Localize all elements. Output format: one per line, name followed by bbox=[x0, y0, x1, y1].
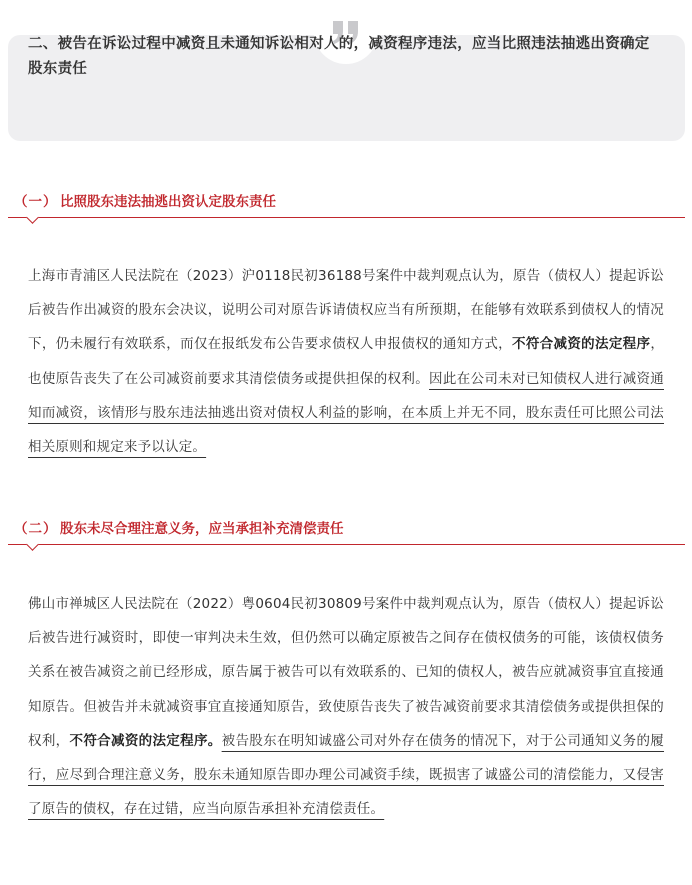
paragraph-text: 上海市青浦区人民法院在（2023）沪0118民初36188号案件中裁判观点认为，原告（债权人）提起诉讼后被告作出减资的股东会决议，说明公司对原告诉请债权应当有所预期，在能够有效联系到债权人的情况下，仍未履行有效联系，而仅在报纸发布公告要求债权人申报债权的通知方式， bbox=[28, 268, 664, 353]
paragraph-bold-text: 不符合减资的法定程序。 bbox=[69, 732, 222, 749]
paragraph-underlined-text: 因此在公司未对已知债权人进行减资通知而减资，该情形与股东违法抽逃出资对债权人利益的影响，在本质上并无不同，股东责任可比照公司法相关原则和规定来予以认定。 bbox=[28, 370, 664, 456]
divider-notch-icon bbox=[26, 538, 39, 551]
section-paragraph-1 bbox=[28, 259, 664, 464]
section-number: （二） bbox=[14, 521, 58, 537]
paragraph-underlined-text: 被告股东在明知诚盛公司对外存在债务的情况下，对于公司通知义务的履行，应尽到合理注意义务，股东未通知原告即办理公司减资手续，既损害了诚盛公司的清偿能力，又侵害了原告的债权，存在过错，应当向原告承担补充清偿责任。 bbox=[28, 732, 665, 818]
paragraph-bold-text: 不符合减资的法定程序 bbox=[512, 336, 651, 353]
section-header-1 bbox=[8, 192, 685, 226]
section-number: （一） bbox=[14, 194, 58, 210]
section-divider bbox=[8, 217, 685, 218]
section-paragraph-2 bbox=[28, 587, 664, 826]
section-divider bbox=[8, 544, 685, 545]
divider-notch-icon bbox=[26, 211, 39, 224]
banner-heading: 二、被告在诉讼过程中减资且未通知诉讼相对人的，减资程序违法，应当比照违法抽逃出资确定股东责任 bbox=[28, 36, 650, 77]
paragraph-text: 佛山市禅城区人民法院在（2022）粤0604民初30809号案件中裁判观点认为，原告（债权人）提起诉讼后被告进行减资时，即使一审判决未生效，但仍然可以确定原被告之间存在债权债务的可能，该债权债务关系在被告减资之前已经形成，原告属于被告可以有效联系的、已知的债权人，被告应就减资事宜直接通知原告。但被告并未就减资事宜直接通知原告，致使原告丧失了被告减资前要求其清偿债务或提供担保的权利， bbox=[28, 596, 664, 749]
section-title: 比照股东违法抽逃出资认定股东责任 bbox=[60, 194, 276, 210]
paragraph-text: ，也使原告丧失了在公司减资前要求其清偿债务或提供担保的权利。 bbox=[28, 336, 665, 387]
section-title: 股东未尽合理注意义务，应当承担补充清偿责任 bbox=[60, 521, 344, 537]
section-header-2 bbox=[8, 519, 685, 553]
